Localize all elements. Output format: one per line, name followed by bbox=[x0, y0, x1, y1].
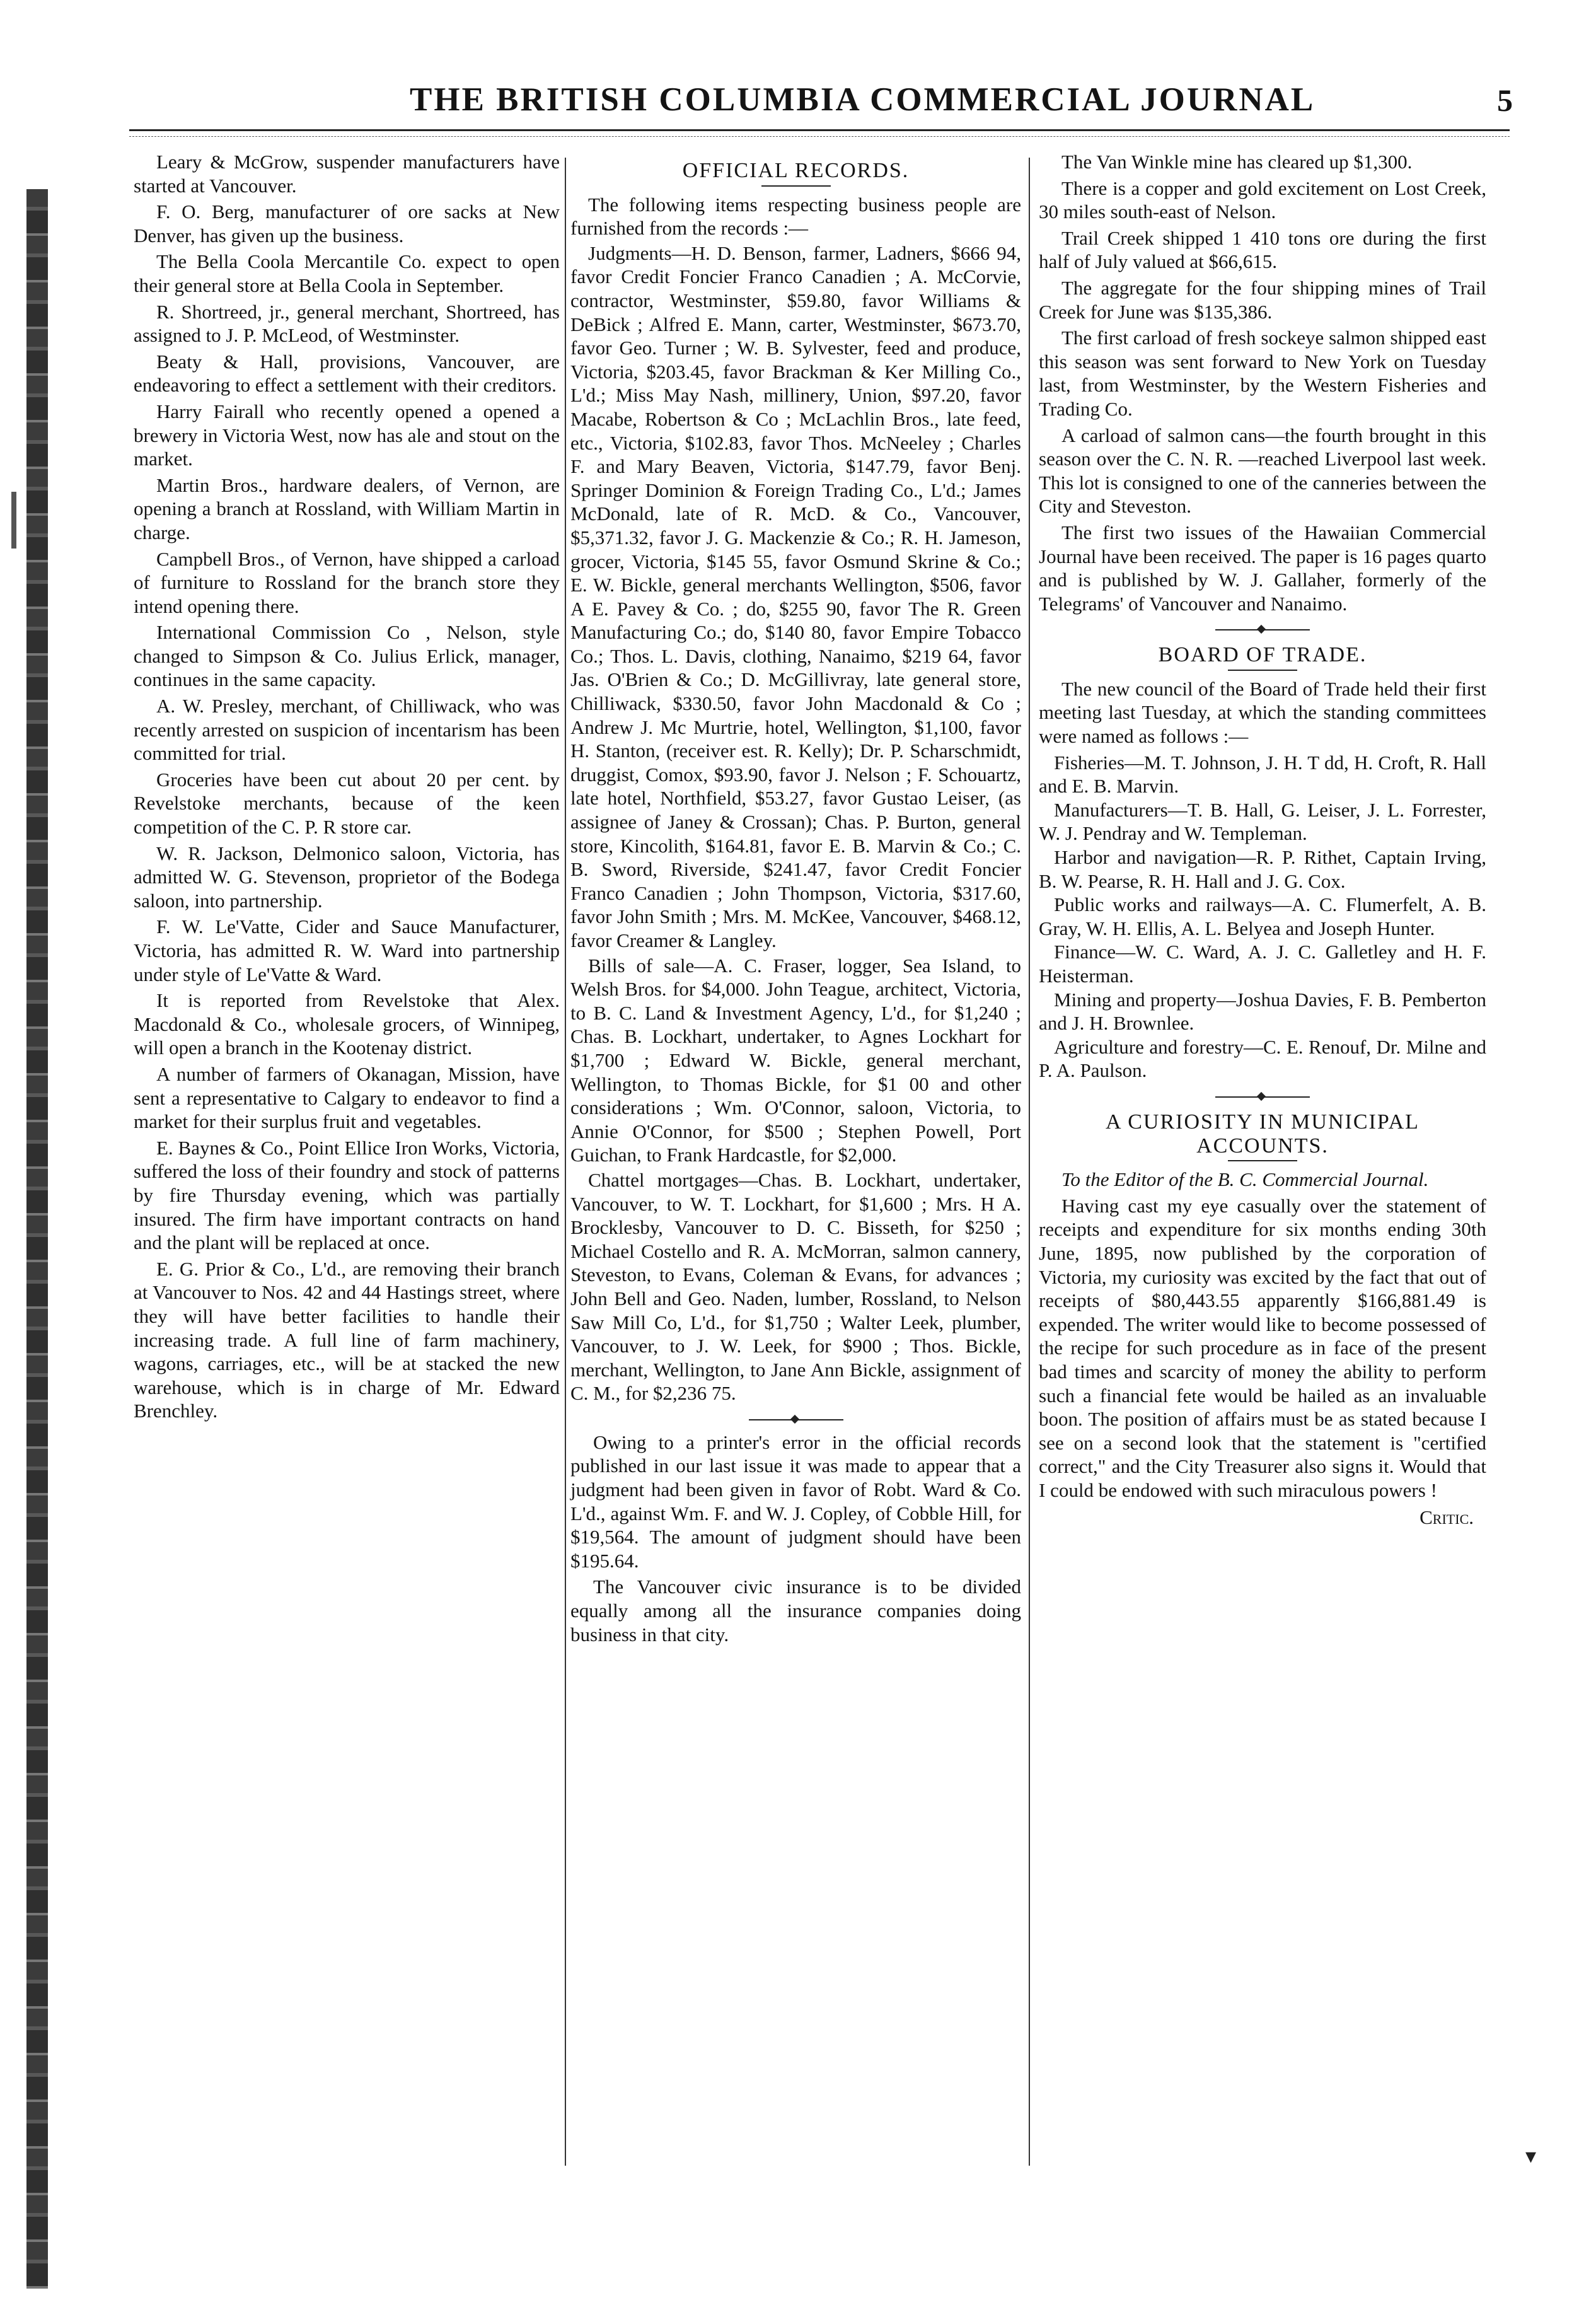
committee-item: Fisheries—M. T. Johnson, J. H. T dd, H. Croft, R. Hall and E. B. Marvin. bbox=[1039, 751, 1486, 798]
header-rule bbox=[129, 129, 1510, 131]
scan-mark: ▾ bbox=[1525, 2145, 1537, 2168]
column-divider-2 bbox=[1029, 158, 1030, 2166]
heading-rule bbox=[1228, 1160, 1297, 1161]
page-header bbox=[132, 81, 1519, 131]
news-item: A. W. Presley, merchant, of Chilliwack, who was recently arrested on suspicion of incentarism has been committed for trial. bbox=[134, 695, 560, 765]
judgments-list: Judgments—H. D. Benson, farmer, Ladners, $666 94, favor Credit Foncier Franco Canadien ; A. McCorvie, contractor, Westminster, $59.80, favor Williams & DeBick ; Alfred E. Mann, carter, Westminster, $673.70, favor Geo. Turner ; W. B. Sylvester, feed and produce, Victoria, $203.45, favor Brackman & Ker Milling Co., L'd.; Miss May Nash, millinery, Union, $97.20, favor Macabe, Robertson & Co ; McLachlin Bros., late feed, etc., Victoria, $102.83, favor Thos. McNeeley ; Charles F. and Mary Beaven, Victoria, $147.79, favor Benj. Springer Dominion & Foreign Trading Co., L'd.; James McDonald, late of R. McD. & Co., Vancouver, $5,371.32, favor J. G. Mackenzie & Co.; R. H. Jameson, grocer, Victoria, $145 55, favor Osmund Skrine & Co.; E. W. Bickle, general merchants Wellington, $506, favor A E. Pavey & Co. ; do, $255 90, favor The R. Green Manufacturing Co.; do, $140 80, favor Empire Tobacco Co.; Thos. L. Davis, clothing, Nanaimo, $219 64, favor Jas. O'Brien & Co.; D. McGillivray, late general store, Chilliwack, $330.50, favor John Macdonald & Co ; Andrew J. Mc Murtrie, hotel, Wellington, $1,100, favor H. Stanton, (receiver est. R. Kelly); Dr. P. Scharschmidt, druggist, Comox, $93.90, favor J. Nelson ; F. Schouartz, late hotel, Northfield, $53.27, favor Gustao Leiser, (as assignee of Janey & Crossan); Chas. P. Burton, general store, Kincolith, $164.81, favor E. B. Marvin & Co.; C. B. Sword, Riverside, $241.47, favor Credit Foncier Franco Canadien ; John Thompson, Victoria, $317.60, favor John Smith ; Mrs. M. McKee, Vancouver, $468.12, favor Creamer & Langley. bbox=[570, 241, 1021, 951]
letter-body: Having cast my eye casually over the statement of receipts and expenditure for six months ending 30th June, 1895, now published by the corporation of Victoria, my curiosity was excited by the fact that out of receipts of $80,443.55 apparently $166,881.49 is expended. The writer would like to become possessed of the recipe for such procedure as in face of the present bad times and scarcity of money the ability to perform such a financial fete would be hailed as an invaluable boon. The position of affairs must be as stated because I see on a second look that the statement is "certified correct," and the City Treasurer also signs it. Would that I could be endowed with such miraculous powers ! bbox=[1039, 1194, 1486, 1501]
news-item: The Bella Coola Mercantile Co. expect to open their general store at Bella Coola in September. bbox=[134, 250, 560, 296]
committee-item: Manufacturers—T. B. Hall, G. Leiser, J. L. Forrester, W. J. Pendray and W. Templeman. bbox=[1039, 798, 1486, 845]
news-item: The first carload of fresh sockeye salmon shipped east this season was sent forward to New York on Tuesday last, from Westminster, by the Western Fisheries and Trading Co. bbox=[1039, 327, 1486, 420]
column-2 bbox=[570, 150, 1021, 1649]
column-3 bbox=[1039, 150, 1486, 1530]
news-item: Campbell Bros., of Vernon, have shipped a carload of furniture to Rossland for the branch store they intend opening there. bbox=[134, 547, 560, 617]
letter-signature: Critic. bbox=[1420, 1506, 1474, 1529]
news-item: The first two issues of the Hawaiian Commercial Journal have been received. The paper is 16 pages quarto and is published by W. J. Gallaher, formerly of the Telegrams' of Vancouver and Nanaimo. bbox=[1039, 521, 1486, 615]
news-item: F. W. Le'Vatte, Cider and Sauce Manufacturer, Victoria, has admitted R. W. Ward into partnership under style of Le'Vatte & Ward. bbox=[134, 915, 560, 985]
news-item: E. G. Prior & Co., L'd., are removing their branch at Vancouver to Nos. 42 and 44 Hastings street, where they will have better facilities to handle their increasing trade. A full line of farm machinery, wagons, carriages, etc., will be at stacked the new warehouse, which is in charge of Mr. Edward Brenchley. bbox=[134, 1257, 560, 1422]
news-item: Leary & McGrow, suspender manufacturers have started at Vancouver. bbox=[134, 151, 560, 197]
official-records-heading: OFFICIAL RECORDS. bbox=[682, 159, 910, 182]
chattel-mortgages-list: Chattel mortgages—Chas. B. Lockhart, undertaker, Vancouver, to W. T. Lockhart, for $1,600 ; Mrs. H A. Brocklesby, Vancouver to D. C. Bisseth, for $250 ; Michael Costello and R. A. McMorran, salmon cannery, Steveston, to Evans, Coleman & Evans, for advances ; John Bell and Geo. Naden, lumber, Rossland, to Nelson Saw Mill Co, L'd., for $1,750 ; Walter Leek, plumber, Vancouver, to J. W. Leek, for $900 ; Thos. Bickle, merchant, Wellington, to Jane Ann Bickle, assignment of C. M., for $2,236 75. bbox=[570, 1168, 1021, 1405]
news-item: E. Baynes & Co., Point Ellice Iron Works, Victoria, suffered the loss of their foundry and stock of patterns by fire Thursday evening, which was partially insured. The firm have important contracts on hand and the plant will be replaced at once. bbox=[134, 1136, 560, 1254]
news-item: R. Shortreed, jr., general merchant, Shortreed, has assigned to J. P. McLeod, of Westminster. bbox=[134, 300, 560, 347]
news-item: The Van Winkle mine has cleared up $1,300. bbox=[1061, 151, 1413, 173]
news-item: Trail Creek shipped 1 410 tons ore during the first half of July valued at $66,615. bbox=[1039, 226, 1486, 273]
committee-item: Mining and property—Joshua Davies, F. B. Pemberton and J. H. Brownlee. bbox=[1039, 988, 1486, 1035]
curiosity-heading: A CURIOSITY IN MUNICIPAL ACCOUNTS. bbox=[1106, 1110, 1420, 1158]
section-divider bbox=[749, 1415, 843, 1424]
journal-title: THE BRITISH COLUMBIA COMMERCIAL JOURNAL bbox=[410, 81, 1316, 118]
committee-item: Public works and railways—A. C. Flumerfelt, A. B. Gray, W. H. Ellis, A. L. Belyea and Joseph Hunter. bbox=[1039, 893, 1486, 939]
news-item: There is a copper and gold excitement on Lost Creek, 30 miles south-east of Nelson. bbox=[1039, 177, 1486, 223]
records-intro: The following items respecting business people are furnished from the records :— bbox=[570, 193, 1021, 240]
news-item: It is reported from Revelstoke that Alex. Macdonald & Co., wholesale grocers, of Winnipeg, will open a branch in the Kootenay district. bbox=[134, 989, 560, 1059]
news-item: Groceries have been cut about 20 per cent. by Revelstoke merchants, because of the keen competition of the C. P. R store car. bbox=[134, 768, 560, 839]
page-number: 5 bbox=[1497, 83, 1513, 118]
section-divider bbox=[1215, 625, 1310, 634]
news-item: A carload of salmon cans—the fourth brought in this season over the C. N. R. —reached Liverpool last week. This lot is consigned to one of the canneries between the City and Steveston. bbox=[1039, 424, 1486, 518]
board-intro: The new council of the Board of Trade held their first meeting last Tuesday, at which the standing committees were named as follows :— bbox=[1039, 677, 1486, 748]
committee-item: Harbor and navigation—R. P. Rithet, Captain Irving, B. W. Pearse, R. H. Hall and J. G. Cox. bbox=[1039, 846, 1486, 892]
news-item: Martin Bros., hardware dealers, of Vernon, are opening a branch at Rossland, with William Martin in charge. bbox=[134, 473, 560, 543]
news-item: W. R. Jackson, Delmonico saloon, Victoria, has admitted W. G. Stevenson, proprietor of the Bodega saloon, into partnership. bbox=[134, 842, 560, 912]
bills-of-sale-list: Bills of sale—A. C. Fraser, logger, Sea Island, to Welsh Bros. for $4,000. John Teague, architect, Victoria, to B. C. Land & Investment Agency, L'd., for $1,240 ; Chas. B. Lockhart, undertaker, to Agnes Lockhart for $1,700 ; Edward W. Bickle, general merchant, Wellington, to Thomas Bickle, for $1 00 and other considerations ; Wm. O'Connor, saloon, Victoria, to Annie O'Connor, for $500 ; Stephen Powell, Port Guichan, to Frank Hardcastle, for $2,000. bbox=[570, 954, 1021, 1166]
news-item: F. O. Berg, manufacturer of ore sacks at New Denver, has given up the business. bbox=[134, 200, 560, 247]
committee-item: Agriculture and forestry—C. E. Renouf, Dr. Milne and P. A. Paulson. bbox=[1039, 1035, 1486, 1082]
scan-edge-mark bbox=[11, 492, 16, 549]
news-item: International Commission Co , Nelson, style changed to Simpson & Co. Julius Erlick, manager, continues in the same capacity. bbox=[134, 621, 560, 691]
heading-rule bbox=[761, 185, 831, 187]
header-rule-dashed bbox=[129, 136, 1510, 137]
section-divider bbox=[1215, 1093, 1310, 1101]
news-item: Beaty & Hall, provisions, Vancouver, are endeavoring to effect a settlement with their creditors. bbox=[134, 350, 560, 397]
board-of-trade-heading: BOARD OF TRADE. bbox=[1158, 643, 1367, 667]
news-item: A number of farmers of Okanagan, Mission, have sent a representative to Calgary to endeavor to find a market for their surplus fruit and vegetables. bbox=[134, 1062, 560, 1133]
insurance-notice: The Vancouver civic insurance is to be divided equally among all the insurance companies doing business in that city. bbox=[570, 1576, 1021, 1646]
news-item: The aggregate for the four shipping mines of Trail Creek for June was $135,386. bbox=[1039, 276, 1486, 323]
letter-salutation: To the Editor of the B. C. Commercial Journal. bbox=[1061, 1168, 1429, 1191]
news-item: Harry Fairall who recently opened a opened a brewery in Victoria West, now has ale and stout on the market. bbox=[134, 400, 560, 470]
column-1 bbox=[134, 150, 560, 1426]
committee-item: Finance—W. C. Ward, A. J. C. Galletley and H. F. Heisterman. bbox=[1039, 941, 1486, 987]
erratum-notice: Owing to a printer's error in the official records published in our last issue it was made to appear that a judgment had been given in favor of Robt. Ward & Co. L'd., against Wm. F. and W. J. Copley, of Cobble Hill, for $19,564. The amount of judgment should have been $195.64. bbox=[570, 1431, 1021, 1572]
heading-rule bbox=[1228, 670, 1297, 671]
scan-edge-bar bbox=[26, 189, 48, 2289]
column-divider-1 bbox=[565, 158, 566, 2166]
